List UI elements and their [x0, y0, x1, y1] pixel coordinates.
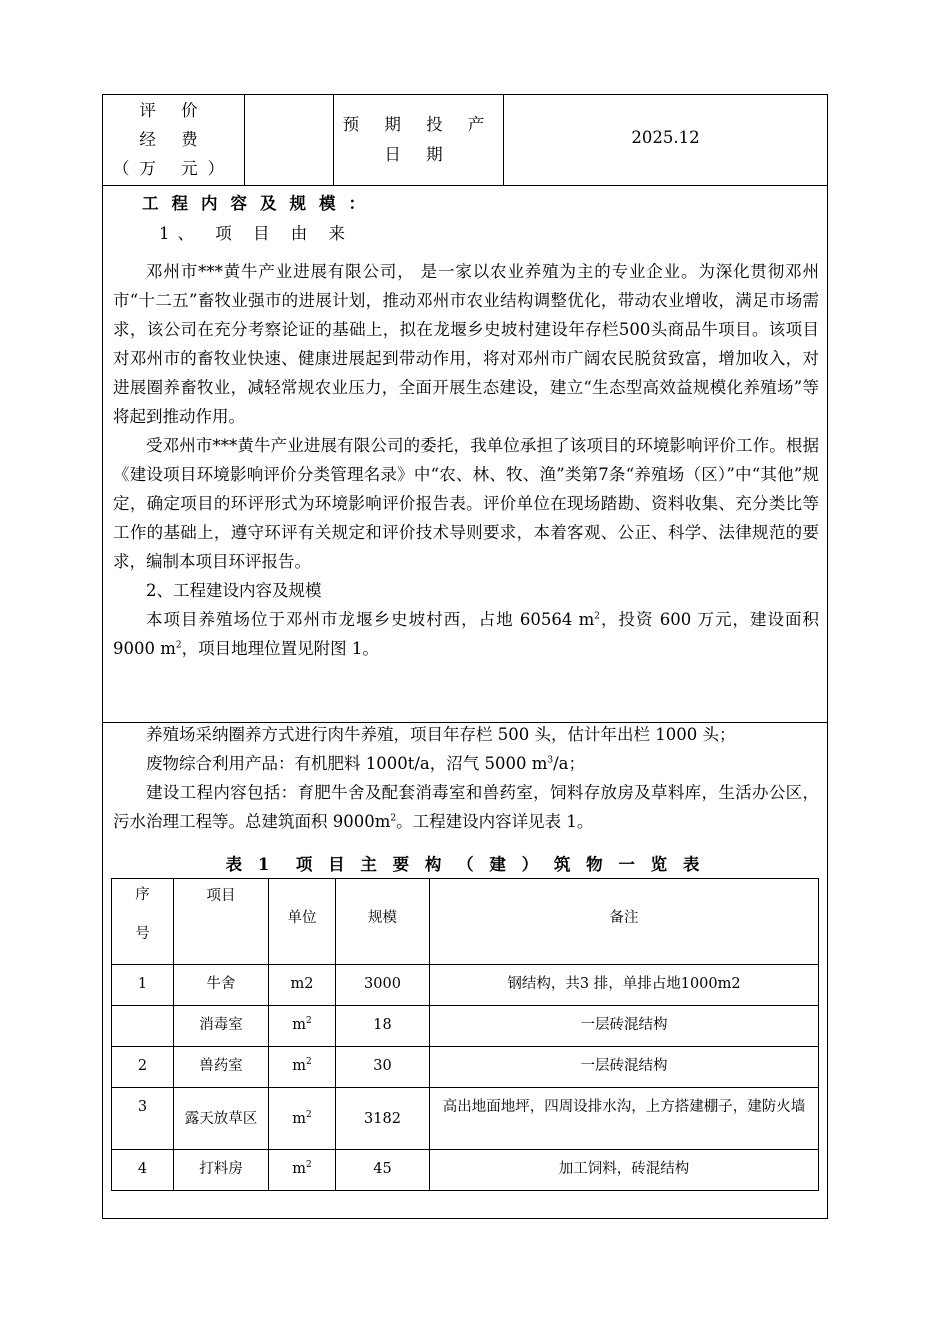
cell-item: 兽药室 [174, 1047, 269, 1088]
unit-text: m [292, 1017, 306, 1033]
section1-body [113, 257, 819, 663]
section2-title: 2、工程建设内容及规模 [146, 581, 322, 600]
production-date-value: 2025.12 [631, 128, 700, 147]
header-no-line: 号 [135, 926, 150, 942]
cell-no: 3 [112, 1088, 174, 1150]
unit-text: m [292, 1161, 306, 1177]
table-row [112, 1088, 819, 1150]
text: /a； [553, 754, 586, 773]
paragraph: 受邓州市***黄牛产业进展有限公司的委托，我单位承担了该项目的环境影响评价工作。根据《建设项目环境影响评价分类管理名录》中“农、林、牧、渔”类第7条“养殖场（区）”中“其他”规定，确定项目的环评形式为环境影响评价报告表。评价单位在现场踏勘、资料收集、充分类比等工作的基础上，遵守环评有关规定和评价技术导则要求，本着客观、公正、科学、法律规范的要求，编制本项目环评报告。 [113, 436, 819, 571]
eval-fee-label-line: 评 价 [139, 101, 208, 120]
header-unit: 单位 [269, 879, 336, 965]
cell-unit [269, 1006, 336, 1047]
text: 本项目养殖场位于邓州市龙堰乡史坡村西，占地 60564 m [146, 610, 595, 629]
paragraph [113, 778, 819, 836]
cell-scale: 3182 [336, 1088, 430, 1150]
cell-scale: 45 [336, 1150, 430, 1191]
superscript: 3 [547, 755, 554, 766]
cell-note: 高出地面地坪，四周设排水沟，上方搭建棚子，建防火墙 [430, 1088, 819, 1150]
cell-no: 1 [112, 965, 174, 1006]
unit-text: m [292, 1110, 306, 1127]
cell-item: 消毒室 [174, 1006, 269, 1047]
section1-title: 1、 项 目 由 来 [159, 224, 353, 243]
unit-superscript: 2 [306, 1160, 312, 1171]
unit-superscript: 2 [306, 1057, 312, 1068]
cell-scale: 18 [336, 1006, 430, 1047]
text: ，项目地理位置见附图 1。 [181, 639, 379, 658]
header-scale: 规模 [336, 879, 430, 965]
table-title: 表 1 项 目 主 要 构 （ 建 ） 筑 物 一 览 表 [225, 855, 705, 874]
cell-note: 一层砖混结构 [430, 1006, 819, 1047]
cell-item: 露天放草区 [174, 1088, 269, 1150]
table-row [112, 1150, 819, 1191]
table-header-row [112, 879, 819, 965]
header-no [112, 879, 174, 965]
cell-note: 钢结构，共3 排，单排占地1000m2 [430, 965, 819, 1006]
superscript: 2 [175, 640, 182, 651]
structures-table [111, 878, 819, 1191]
header-note: 备注 [430, 879, 819, 965]
text: ，投资 600 万元，建设面积 9000 m [113, 610, 820, 658]
superscript: 2 [594, 611, 600, 622]
cell-no: 4 [112, 1150, 174, 1191]
eval-fee-label-line: （万 元） [112, 159, 235, 178]
production-date-label-line: 预 期 投 产 [342, 115, 495, 134]
cell-scale: 3000 [336, 965, 430, 1006]
unit-superscript: 2 [306, 1016, 312, 1027]
eval-fee-label [103, 96, 244, 183]
cell-item: 打料房 [174, 1150, 269, 1191]
cell-note: 加工饲料，砖混结构 [430, 1150, 819, 1191]
divider [102, 185, 828, 186]
cell-scale: 30 [336, 1047, 430, 1088]
cell-note: 一层砖混结构 [430, 1047, 819, 1088]
divider [244, 94, 245, 186]
unit-text: m2 [290, 976, 314, 992]
paragraph [113, 605, 819, 663]
production-date-label-line: 日 期 [384, 145, 453, 164]
text: 建设工程内容包括：育肥牛舍及配套消毒室和兽药室，饲料存放房及草料库，生活办公区，污水治理工程等。总建筑面积 9000m [113, 783, 819, 831]
paragraph [113, 749, 819, 778]
cell-item: 牛舍 [174, 965, 269, 1006]
header-no-line: 序 [135, 887, 150, 903]
unit-superscript: 2 [306, 1109, 312, 1120]
cell-unit [269, 965, 336, 1006]
paragraph: 邓州市***黄牛产业进展有限公司， 是一家以农业养殖为主的专业企业。为深化贯彻邓州市“十二五”畜牧业强市的进展计划，推动邓州市农业结构调整优化，带动农业增收，满足市场需求，该公司在充分考察论证的基础上，拟在龙堰乡史坡村建设年存栏500头商品牛项目。该项目对邓州市的畜牧业快速、健康进展起到带动作用，将对邓州市广阔农民脱贫致富，增加收入，对进展圈养畜牧业，减轻常规农业压力，全面开展生态建设，建立“生态型高效益规模化养殖场”等将起到推动作用。 [113, 262, 819, 426]
paragraph: 养殖场采纳圈养方式进行肉牛养殖，项目年存栏 500 头，估计年出栏 1000 头； [146, 725, 736, 744]
text: 。工程建设内容详见表 1。 [396, 812, 594, 831]
cell-unit [269, 1047, 336, 1088]
section2-body [113, 720, 819, 836]
unit-text: m [292, 1058, 306, 1074]
cell-unit [269, 1088, 336, 1150]
table-row [112, 965, 819, 1006]
header-item: 项目 [174, 879, 269, 965]
section-heading: 工程内容及规模： [142, 194, 378, 213]
text: 废物综合利用产品：有机肥料 1000t/a，沼气 5000 m [146, 754, 548, 773]
cell-no: 2 [112, 1047, 174, 1088]
eval-fee-label-line: 经 费 [139, 130, 208, 149]
table-row [112, 1047, 819, 1088]
cell-no [112, 1006, 174, 1047]
production-date-label [334, 110, 503, 170]
superscript: 2 [390, 813, 397, 824]
cell-unit [269, 1150, 336, 1191]
table-row [112, 1006, 819, 1047]
